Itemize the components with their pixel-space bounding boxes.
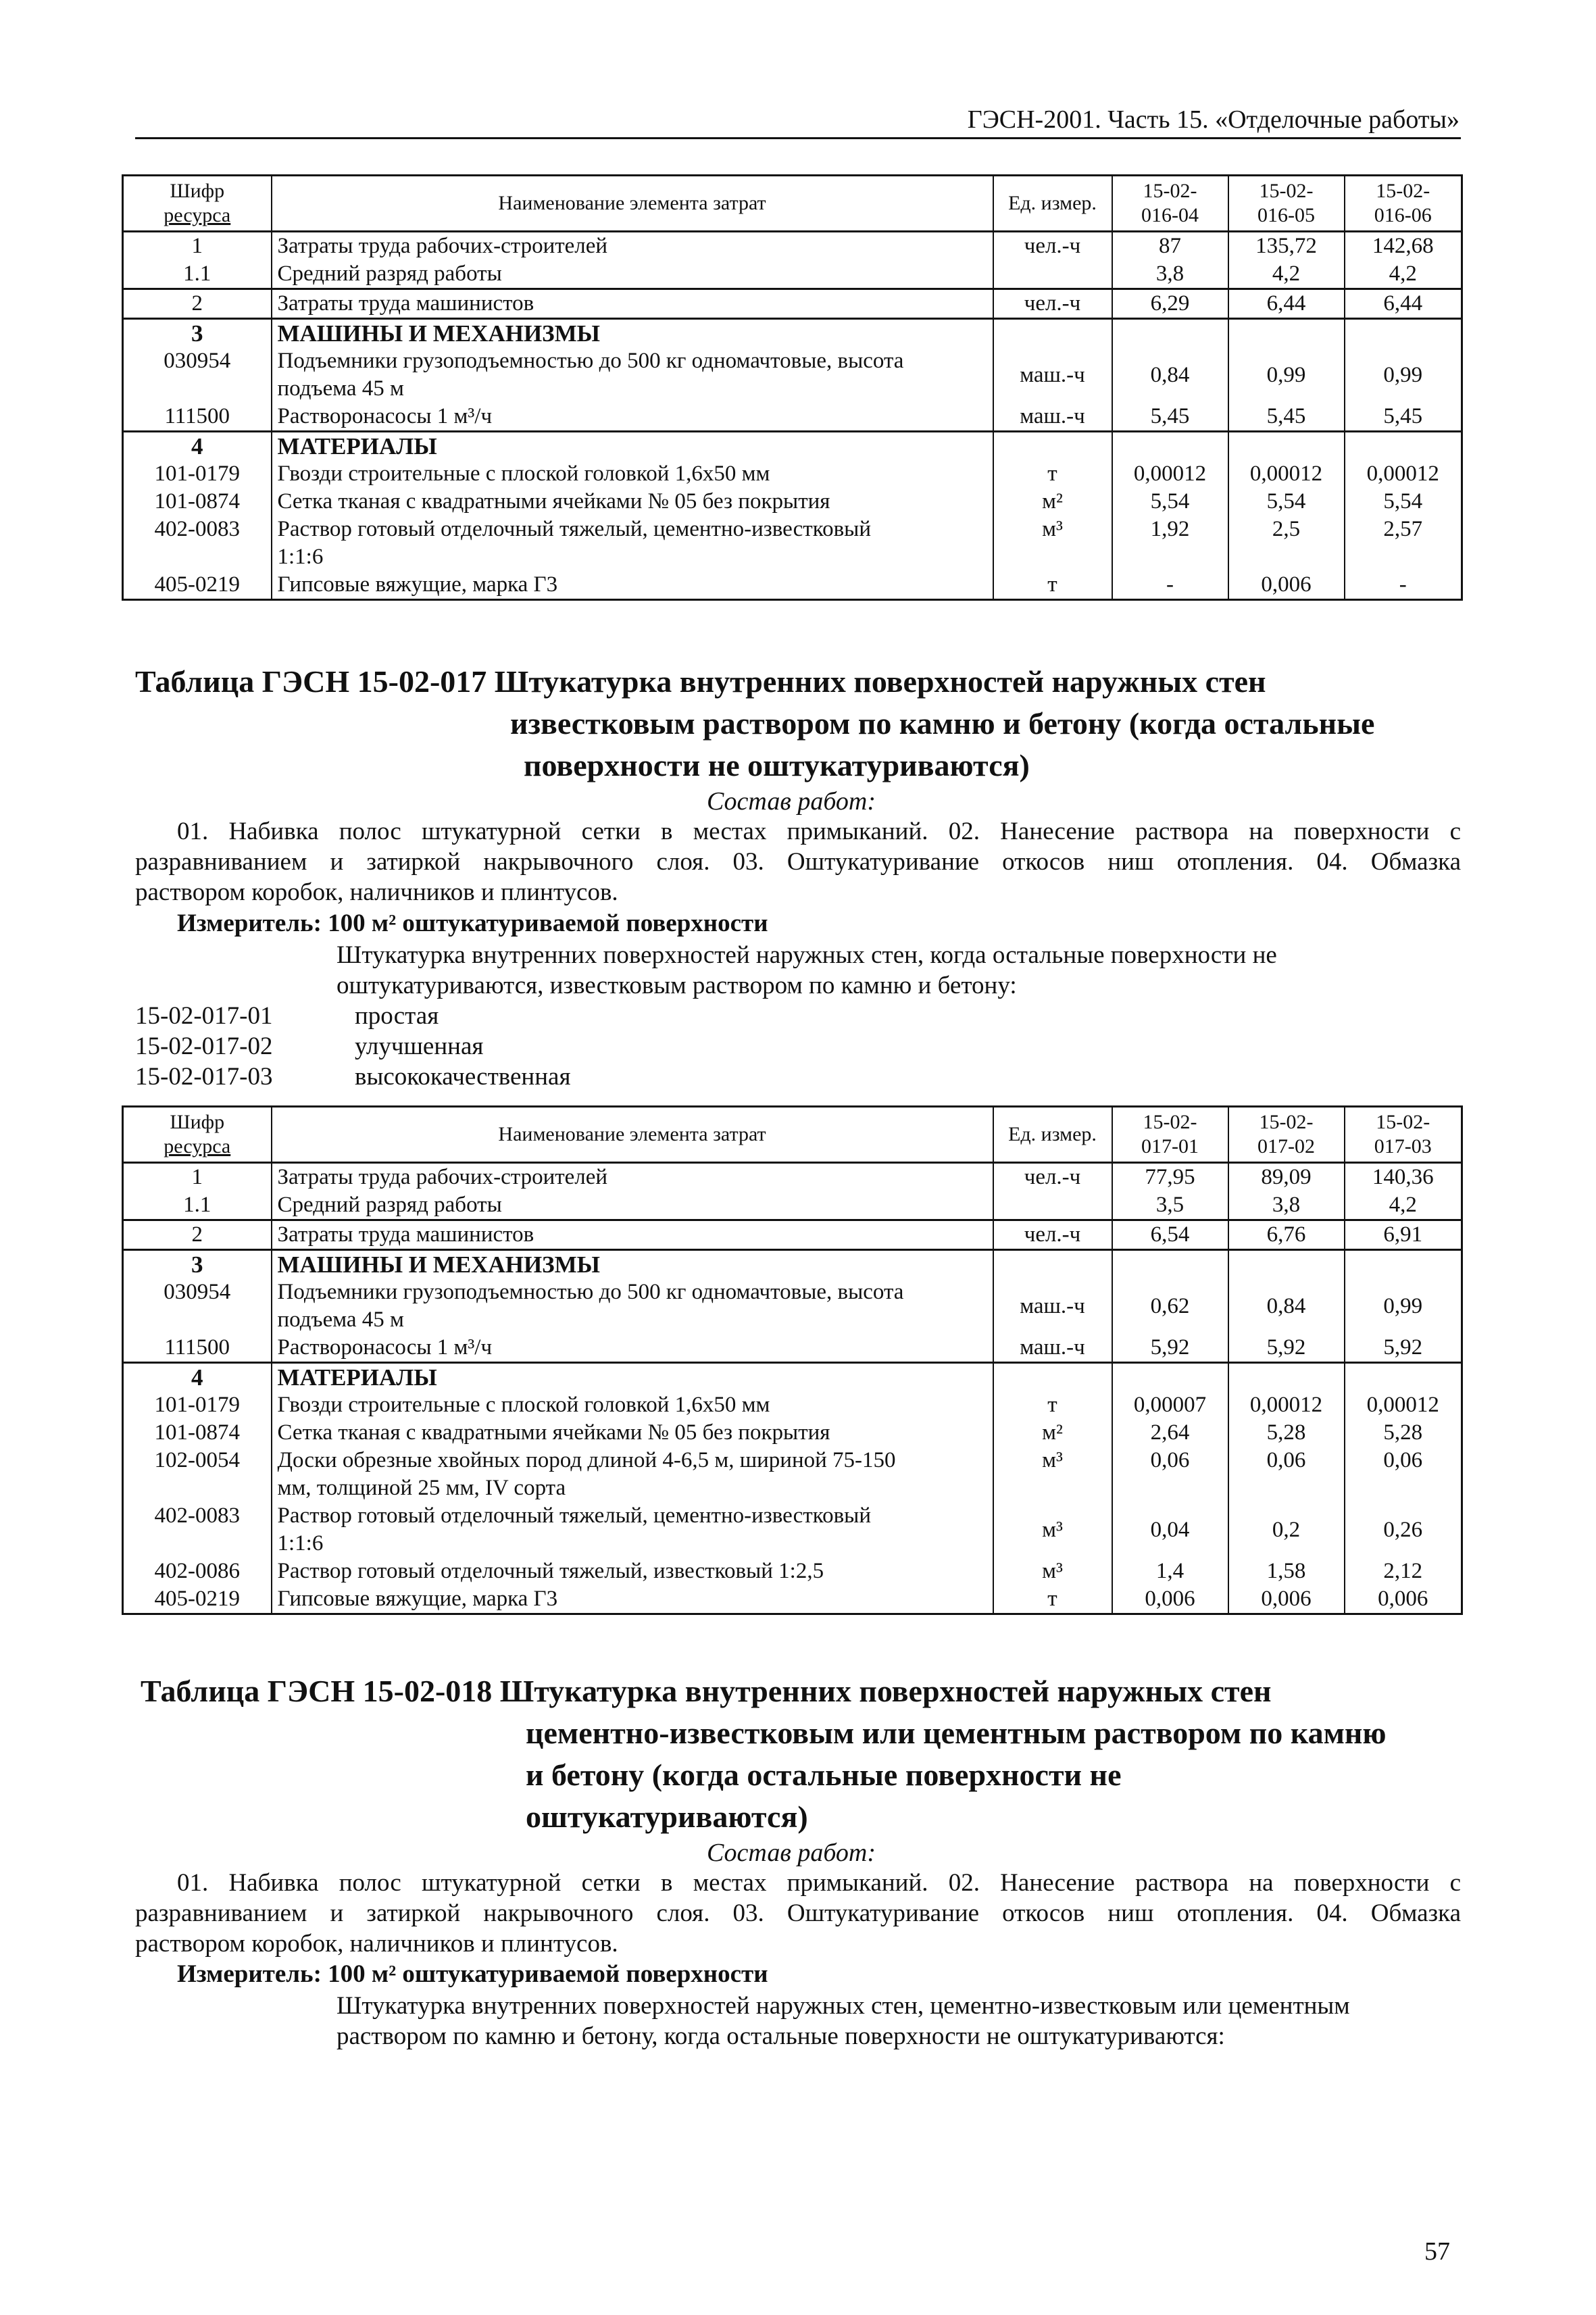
value-cell: 0,00012 xyxy=(1345,460,1462,488)
rate-column-header: 15-02- 016-04 xyxy=(1112,176,1228,232)
rate-column-header: 15-02- 017-01 xyxy=(1112,1107,1228,1163)
resource-code: 402-0083 xyxy=(123,516,272,571)
value-cell xyxy=(1112,1250,1228,1279)
list-item: 15-02-017-01 простая xyxy=(135,1002,439,1030)
measure-unit: Измеритель: 100 м² оштукатуриваемой поверхности xyxy=(177,910,768,937)
value-cell: 0,006 xyxy=(1228,1585,1345,1614)
value-cell: 1,4 xyxy=(1112,1558,1228,1585)
resource-name: МАШИНЫ И МЕХАНИЗМЫ xyxy=(272,1250,993,1279)
value-cell: 5,54 xyxy=(1112,488,1228,516)
resource-code: 101-0179 xyxy=(123,460,272,488)
table-row xyxy=(123,571,1462,600)
value-cell: 0,00012 xyxy=(1228,1391,1345,1419)
resource-name: МАШИНЫ И МЕХАНИЗМЫ xyxy=(272,319,993,348)
value-cell: 5,45 xyxy=(1345,403,1462,432)
unit-cell xyxy=(993,319,1112,348)
composition-label: Состав работ: xyxy=(706,1839,876,1867)
value-cell: 6,44 xyxy=(1228,289,1345,319)
resource-name: Гипсовые вяжущие, марка Г3 xyxy=(272,571,993,600)
code-header: Шифр ресурса xyxy=(123,1107,272,1163)
value-cell: - xyxy=(1112,571,1228,600)
table-row xyxy=(123,1558,1462,1585)
section-description: Штукатурка внутренних поверхностей наружных стен, цементно-известковым или цементным раствором по камню и бетону, когда остальные поверхности не оштукатуриваются: xyxy=(336,1992,1350,2050)
value-cell: 0,00007 xyxy=(1112,1391,1228,1419)
resource-code: 405-0219 xyxy=(123,571,272,600)
title-line: и бетону (когда остальные поверхности не xyxy=(526,1758,1122,1792)
rate-column-header: 15-02- 016-06 xyxy=(1345,176,1462,232)
resource-table-017 xyxy=(122,1105,1463,1615)
resource-code: 4 xyxy=(123,1363,272,1392)
table-row xyxy=(123,260,1462,289)
resource-code: 101-0874 xyxy=(123,1419,272,1447)
resource-name: Подъемники грузоподъемностью до 500 кг одномачтовые, высота подъема 45 м xyxy=(272,1278,993,1334)
table-header-row xyxy=(123,1107,1462,1163)
resource-name: Гипсовые вяжущие, марка Г3 xyxy=(272,1585,993,1614)
value-cell: 0,00012 xyxy=(1112,460,1228,488)
unit-cell: маш.-ч xyxy=(993,403,1112,432)
resource-name: Сетка тканая с квадратными ячейками № 05 без покрытия xyxy=(272,1419,993,1447)
resource-code: 2 xyxy=(123,1220,272,1250)
table-row xyxy=(123,1391,1462,1419)
value-cell: 0,006 xyxy=(1112,1585,1228,1614)
value-cell: 5,45 xyxy=(1112,403,1228,432)
title-line: известковым раствором по камню и бетону (когда остальные xyxy=(510,706,1375,741)
value-cell: 0,26 xyxy=(1345,1502,1462,1558)
table-title-018 xyxy=(141,1670,1492,1838)
value-cell xyxy=(1345,1250,1462,1279)
value-cell: 2,64 xyxy=(1112,1419,1228,1447)
resource-code: 1 xyxy=(123,1163,272,1192)
unit-cell: чел.-ч xyxy=(993,289,1112,319)
value-cell xyxy=(1228,1250,1345,1279)
resource-code: 402-0086 xyxy=(123,1558,272,1585)
table-row xyxy=(123,1278,1462,1334)
value-cell: 4,2 xyxy=(1345,260,1462,289)
value-cell xyxy=(1112,319,1228,348)
resource-name: Доски обрезные хвойных пород длиной 4-6,5 м, шириной 75-150 мм, толщиной 25 мм, IV сорта xyxy=(272,1447,993,1502)
unit-cell: м² xyxy=(993,1419,1112,1447)
resource-code: 030954 xyxy=(123,1278,272,1334)
resource-code: 405-0219 xyxy=(123,1585,272,1614)
value-cell: 1,92 xyxy=(1112,516,1228,571)
title-line: оштукатуриваются) xyxy=(526,1799,808,1834)
value-cell: 0,00012 xyxy=(1228,460,1345,488)
header-rule xyxy=(135,137,1461,139)
value-cell: 6,91 xyxy=(1345,1220,1462,1250)
value-cell: 3,8 xyxy=(1112,260,1228,289)
unit-cell: т xyxy=(993,1391,1112,1419)
resource-table-016 xyxy=(122,174,1463,601)
table-row xyxy=(123,289,1462,319)
resource-name: Раствор готовый отделочный тяжелый, цементно-известковый 1:1:6 xyxy=(272,516,993,571)
value-cell xyxy=(1228,1363,1345,1392)
value-cell xyxy=(1345,1363,1462,1392)
value-cell: - xyxy=(1345,571,1462,600)
resource-code: 111500 xyxy=(123,403,272,432)
value-cell: 6,29 xyxy=(1112,289,1228,319)
resource-name: Подъемники грузоподъемностью до 500 кг одномачтовые, высота подъема 45 м xyxy=(272,347,993,403)
table-title-017 xyxy=(135,661,1487,787)
table-row xyxy=(123,1419,1462,1447)
value-cell: 5,54 xyxy=(1228,488,1345,516)
table-row xyxy=(123,1502,1462,1558)
title-line: поверхности не оштукатуриваются) xyxy=(524,748,1030,782)
value-cell: 77,95 xyxy=(1112,1163,1228,1192)
unit-cell: м³ xyxy=(993,1558,1112,1585)
unit-cell xyxy=(993,260,1112,289)
code-header: Шифр ресурса xyxy=(123,176,272,232)
value-cell: 6,54 xyxy=(1112,1220,1228,1250)
unit-header: Ед. измер. xyxy=(993,176,1112,232)
rate-column-header: 15-02- 017-02 xyxy=(1228,1107,1345,1163)
value-cell: 0,62 xyxy=(1112,1278,1228,1334)
title-line: Таблица ГЭСН 15-02-017 Штукатурка внутренних поверхностей наружных стен xyxy=(135,664,1266,699)
resource-name: Раствор готовый отделочный тяжелый, известковый 1:2,5 xyxy=(272,1558,993,1585)
value-cell: 89,09 xyxy=(1228,1163,1345,1192)
table-header-row xyxy=(123,176,1462,232)
value-cell: 5,28 xyxy=(1345,1419,1462,1447)
unit-cell: т xyxy=(993,460,1112,488)
table-row xyxy=(123,1447,1462,1502)
table-row xyxy=(123,1163,1462,1192)
list-item: 15-02-017-03 высококачественная xyxy=(135,1063,571,1091)
title-line: цементно-известковым или цементным раствором по камню xyxy=(526,1716,1387,1750)
table-row xyxy=(123,403,1462,432)
resource-name: Растворонасосы 1 м³/ч xyxy=(272,1334,993,1363)
unit-cell xyxy=(993,432,1112,461)
unit-header: Ед. измер. xyxy=(993,1107,1112,1163)
measure-unit: Измеритель: 100 м² оштукатуриваемой поверхности xyxy=(177,1960,768,1988)
table-row xyxy=(123,1363,1462,1392)
table-row xyxy=(123,488,1462,516)
value-cell: 6,44 xyxy=(1345,289,1462,319)
value-cell xyxy=(1112,1363,1228,1392)
resource-code: 3 xyxy=(123,319,272,348)
value-cell: 0,99 xyxy=(1345,1278,1462,1334)
value-cell: 0,06 xyxy=(1345,1447,1462,1502)
rate-column-header: 15-02- 017-03 xyxy=(1345,1107,1462,1163)
value-cell: 87 xyxy=(1112,232,1228,261)
running-header: ГЭСН-2001. Часть 15. «Отделочные работы» xyxy=(967,105,1460,134)
table-row xyxy=(123,347,1462,403)
unit-cell: маш.-ч xyxy=(993,1278,1112,1334)
value-cell: 0,006 xyxy=(1345,1585,1462,1614)
table-row xyxy=(123,1334,1462,1363)
value-cell: 135,72 xyxy=(1228,232,1345,261)
composition-text: 01. Набивка полос штукатурной сетки в местах примыканий. 02. Нанесение раствора на поверхности с разравниванием и затиркой накрывочного слоя. 03. Оштукатуривание откосов ниш отопления. 04. Обмазка раствором коробок, наличников и плинтусов. xyxy=(135,1869,1461,1958)
list-item: 15-02-017-02 улучшенная xyxy=(135,1032,484,1060)
resource-code: 4 xyxy=(123,432,272,461)
table-row xyxy=(123,432,1462,461)
value-cell: 0,84 xyxy=(1228,1278,1345,1334)
value-cell: 3,8 xyxy=(1228,1191,1345,1220)
value-cell: 6,76 xyxy=(1228,1220,1345,1250)
resource-code: 3 xyxy=(123,1250,272,1279)
unit-cell: м³ xyxy=(993,1502,1112,1558)
value-cell: 0,04 xyxy=(1112,1502,1228,1558)
value-cell: 5,92 xyxy=(1228,1334,1345,1363)
value-cell: 3,5 xyxy=(1112,1191,1228,1220)
title-line: Таблица ГЭСН 15-02-018 Штукатурка внутренних поверхностей наружных стен xyxy=(141,1674,1272,1708)
value-cell: 0,006 xyxy=(1228,571,1345,600)
value-cell: 140,36 xyxy=(1345,1163,1462,1192)
resource-name: МАТЕРИАЛЫ xyxy=(272,1363,993,1392)
table-row xyxy=(123,1191,1462,1220)
table-row xyxy=(123,1250,1462,1279)
unit-cell xyxy=(993,1250,1112,1279)
table-row xyxy=(123,1220,1462,1250)
resource-name: Гвозди строительные с плоской головкой 1,6х50 мм xyxy=(272,460,993,488)
resource-name: Затраты труда рабочих-строителей xyxy=(272,1163,993,1192)
table-row xyxy=(123,319,1462,348)
unit-cell: т xyxy=(993,571,1112,600)
value-cell: 0,99 xyxy=(1345,347,1462,403)
resource-code: 1.1 xyxy=(123,260,272,289)
resource-code: 402-0083 xyxy=(123,1502,272,1558)
value-cell: 5,28 xyxy=(1228,1419,1345,1447)
resource-code: 102-0054 xyxy=(123,1447,272,1502)
value-cell: 4,2 xyxy=(1345,1191,1462,1220)
table-row xyxy=(123,1585,1462,1614)
page-number: 57 xyxy=(1424,2237,1450,2266)
unit-cell: м³ xyxy=(993,516,1112,571)
name-header: Наименование элемента затрат xyxy=(272,1107,993,1163)
table-row xyxy=(123,516,1462,571)
unit-cell xyxy=(993,1363,1112,1392)
name-header: Наименование элемента затрат xyxy=(272,176,993,232)
resource-code: 1.1 xyxy=(123,1191,272,1220)
unit-cell xyxy=(993,1191,1112,1220)
resource-name: Растворонасосы 1 м³/ч xyxy=(272,403,993,432)
resource-name: Затраты труда машинистов xyxy=(272,289,993,319)
value-cell: 1,58 xyxy=(1228,1558,1345,1585)
resource-name: Средний разряд работы xyxy=(272,1191,993,1220)
table-row xyxy=(123,232,1462,261)
composition-label: Состав работ: xyxy=(706,787,876,816)
value-cell: 0,84 xyxy=(1112,347,1228,403)
composition-text: 01. Набивка полос штукатурной сетки в местах примыканий. 02. Нанесение раствора на поверхности с разравниванием и затиркой накрывочного слоя. 03. Оштукатуривание откосов ниш отопления. 04. Обмазка раствором коробок, наличников и плинтусов. xyxy=(135,818,1461,906)
resource-name: МАТЕРИАЛЫ xyxy=(272,432,993,461)
value-cell: 5,45 xyxy=(1228,403,1345,432)
resource-name: Раствор готовый отделочный тяжелый, цементно-известковый 1:1:6 xyxy=(272,1502,993,1558)
value-cell: 142,68 xyxy=(1345,232,1462,261)
unit-cell: т xyxy=(993,1585,1112,1614)
value-cell: 5,92 xyxy=(1345,1334,1462,1363)
resource-name: Средний разряд работы xyxy=(272,260,993,289)
value-cell: 5,54 xyxy=(1345,488,1462,516)
value-cell: 0,99 xyxy=(1228,347,1345,403)
resource-code: 1 xyxy=(123,232,272,261)
section-description: Штукатурка внутренних поверхностей наружных стен, когда остальные поверхности не оштукатуриваются, известковым раствором по камню и бетону: xyxy=(336,941,1277,999)
value-cell xyxy=(1228,432,1345,461)
value-cell: 0,06 xyxy=(1228,1447,1345,1502)
unit-cell: м³ xyxy=(993,1447,1112,1502)
resource-code: 101-0179 xyxy=(123,1391,272,1419)
resource-name: Затраты труда рабочих-строителей xyxy=(272,232,993,261)
value-cell: 0,06 xyxy=(1112,1447,1228,1502)
value-cell xyxy=(1345,319,1462,348)
resource-name: Сетка тканая с квадратными ячейками № 05 без покрытия xyxy=(272,488,993,516)
resource-code: 111500 xyxy=(123,1334,272,1363)
value-cell: 2,12 xyxy=(1345,1558,1462,1585)
value-cell: 2,5 xyxy=(1228,516,1345,571)
unit-cell: маш.-ч xyxy=(993,1334,1112,1363)
value-cell: 2,57 xyxy=(1345,516,1462,571)
resource-name: Затраты труда машинистов xyxy=(272,1220,993,1250)
resource-name: Гвозди строительные с плоской головкой 1,6х50 мм xyxy=(272,1391,993,1419)
value-cell: 0,2 xyxy=(1228,1502,1345,1558)
rate-code-list xyxy=(135,1001,570,1092)
resource-code: 030954 xyxy=(123,347,272,403)
unit-cell: чел.-ч xyxy=(993,1220,1112,1250)
resource-code: 101-0874 xyxy=(123,488,272,516)
value-cell xyxy=(1345,432,1462,461)
value-cell xyxy=(1228,319,1345,348)
value-cell: 0,00012 xyxy=(1345,1391,1462,1419)
unit-cell: маш.-ч xyxy=(993,347,1112,403)
value-cell xyxy=(1112,432,1228,461)
table-row xyxy=(123,460,1462,488)
value-cell: 5,92 xyxy=(1112,1334,1228,1363)
unit-cell: чел.-ч xyxy=(993,232,1112,261)
unit-cell: чел.-ч xyxy=(993,1163,1112,1192)
value-cell: 4,2 xyxy=(1228,260,1345,289)
rate-column-header: 15-02- 016-05 xyxy=(1228,176,1345,232)
resource-code: 2 xyxy=(123,289,272,319)
unit-cell: м² xyxy=(993,488,1112,516)
